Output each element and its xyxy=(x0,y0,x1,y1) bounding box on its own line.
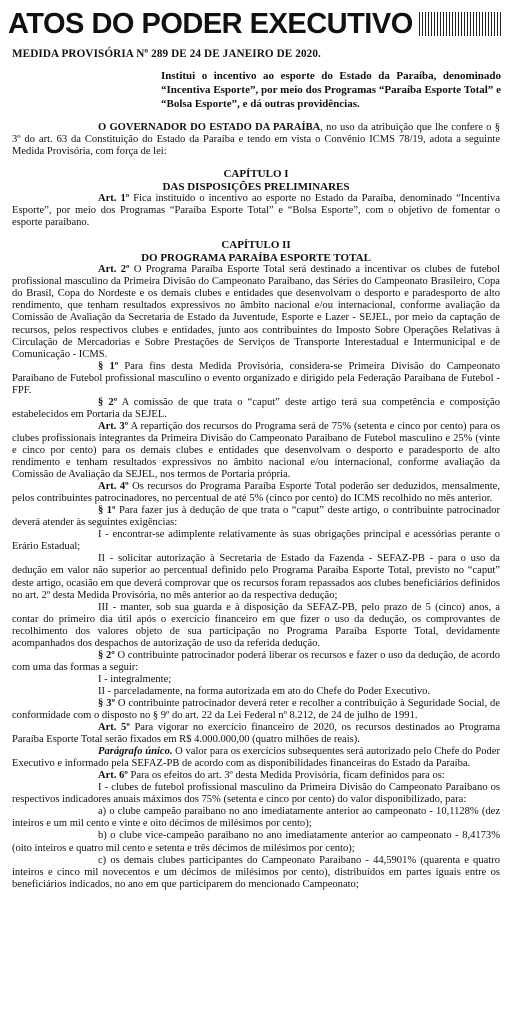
article-2-paragraph-2-text: A comissão de que trata o “caput” deste artigo terá sua competência e composição estabelecidos em Portaria da SEJEL. xyxy=(12,396,500,420)
chapter-2-title: DO PROGRAMA PARAÍBA ESPORTE TOTAL xyxy=(141,251,371,264)
article-4-paragraph-3-label: § 3º xyxy=(98,697,115,709)
article-1 xyxy=(12,193,500,229)
article-2-paragraph-2 xyxy=(12,397,500,421)
chapter-1-title: DAS DISPOSIÇÕES PRELIMINARES xyxy=(162,180,350,193)
article-3-label: Art. 3º xyxy=(98,420,129,432)
article-5-sole-paragraph-text: O valor para os exercícios subsequentes será autorizado pelo Chefe do Poder Executivo e informado pela SEFAZ-PB de acordo com as disponibilidades financeiras do Estado da Paraíba. xyxy=(12,746,501,770)
article-6-item-i: I - clubes de futebol profissional masculino da Primeira Divisão do Campeonato Paraibano os respectivos indicadores anuais máximos dos 75% (setenta e cinco por cento) do valor disponibilizado, para: xyxy=(12,782,500,806)
article-4 xyxy=(12,481,500,505)
header-rule xyxy=(419,12,501,36)
mp-ementa: Institui o incentivo ao esporte do Estado da Paraíba, denominado “Incentiva Esporte”, por meio dos Programas “Paraíba Esporte Total” e “Bolsa Esporte”, e dá outras providências. xyxy=(161,70,501,110)
article-5-text: Para vigorar no exercício financeiro de 2020, os recursos destinados ao Programa Paraíba Esporte Total serão fixados em R$ 4.000.000,00 (quatro milhões de reais). xyxy=(12,722,501,746)
article-6-label: Art. 6º xyxy=(98,770,128,782)
article-6 xyxy=(12,770,500,782)
article-2-paragraph-1-text: Para fins desta Medida Provisória, considera-se Primeira Divisão do Campeonato Paraibano de Futebol profissional masculino o evento organizado e dirigido pela Federação Paraibana de Futebol - FPF. xyxy=(12,360,500,396)
article-6-text: Para os efeitos do art. 3º desta Medida Provisória, ficam definidos para os: xyxy=(127,770,445,782)
article-1-label: Art. 1º xyxy=(98,193,130,205)
article-4-paragraph-2-label: § 2º xyxy=(98,649,115,661)
article-6-item-a: a) o clube campeão paraibano no ano imediatamente anterior ao campeonato - 10,1128% (dez inteiros e um mil cento e vinte e oito décimos de milésimos por cento); xyxy=(12,806,500,830)
section-header xyxy=(8,6,501,42)
preamble-lead: O GOVERNADOR DO ESTADO DA PARAÍBA xyxy=(98,122,321,133)
article-1-text: Fica instituído o incentivo ao esporte no Estado da Paraíba, denominado “Incentiva Esporte”, por meio dos Programas “Paraíba Esporte Total” e “Bolsa Esporte”, com o objetivo de fomentar o esporte paraibano. xyxy=(12,193,500,229)
article-4-text: Os recursos do Programa Paraíba Esporte Total poderão ser deduzidos, mensalmente, pelos contribuintes patrocinadores, no percentual de até 5% (cinco por cento) do ICMS recolhido no mês anterior. xyxy=(12,481,500,505)
article-2-paragraph-1-label: § 1º xyxy=(98,360,119,372)
article-3 xyxy=(12,421,500,481)
article-4-paragraph-3 xyxy=(12,698,500,722)
section-title: ATOS DO PODER EXECUTIVO xyxy=(8,7,413,40)
article-4-item-ii: II - solicitar autorização à Secretaria de Estado da Fazenda - SEFAZ-PB - para o uso da dedução em valor não superior ao percentual definido pelo Programa Paraíba Esporte Total, previsto no “caput” deste artigo, ocasião em que deverá comprovar que os recursos foram repassados aos clubes beneficiários definidos no art. 2º desta Medida Provisória, no mês anterior ao da respectiva dedução; xyxy=(12,553,500,601)
article-3-text: A repartição dos recursos do Programa será de 75% (setenta e cinco por cento) para os clubes profissionais integrantes da Primeira Divisão do Campeonato Paraibano de Futebol masculino e 25% (vinte e cinco por cento) para os demais clubes e entidades que desenvolvam o desporto e paradesporto de alto rendimento e tenham resultados expressivos no âmbito nacional e/ou internacional, conforme avaliação da Comissão de Avaliação da SEJEL, nos termos de Portaria própria. xyxy=(12,420,500,481)
article-6-item-c: c) os demais clubes participantes do Campeonato Paraibano - 44,5901% (quarenta e quatro inteiros e cinco mil novecentos e um décimos de milésimos por cento), distribuídos em partes iguais entre os beneficiários indicados, no ano em que participarem do mencionado Campeonato; xyxy=(12,854,500,890)
article-5-sole-paragraph xyxy=(12,746,500,770)
article-2-paragraph-2-label: § 2º xyxy=(98,396,118,408)
article-5 xyxy=(12,722,500,746)
article-4-paragraph-2-item-ii: II - parceladamente, na forma autorizada em ato do Chefe do Poder Executivo. xyxy=(98,685,431,697)
article-4-paragraph-1-text: Para fazer jus à dedução de que trata o “caput” deste artigo, o contribuinte patrocinador deverá atender às seguintes exigências: xyxy=(12,505,500,529)
article-2 xyxy=(12,264,500,360)
preamble-text: , no uso da atribuição que lhe confere o § 3º do art. 63 da Constituição do Estado da Paraíba e tendo em vista o Convênio ICMS 78/19, adota a seguinte Medida Provisória, com força de lei: xyxy=(12,122,500,158)
preamble xyxy=(12,122,500,158)
article-4-paragraph-3-text: O contribuinte patrocinador deverá reter e recolher a contribuição à Seguridade Social, de conformidade com o disposto no § 9º do art. 22 da Lei Federal nº 8.212, de 24 de julho de 1991. xyxy=(12,697,501,722)
article-4-item-iii: III - manter, sob sua guarda e à disposição da SEFAZ-PB, pelo prazo de 5 (cinco) anos, a contar do primeiro dia útil após o exercício financeiro em que fizer o uso da dedução, os comprovantes de recolhimento dos valores objeto de sua participação no Programa Paraíba Esporte Total, devidamente acompanhados dos despachos de autorização de uso da referida dedução. xyxy=(12,601,500,649)
article-4-paragraph-2-item-i: I - integralmente; xyxy=(98,673,172,685)
article-5-label: Art. 5º xyxy=(98,722,130,734)
article-2-text: O Programa Paraíba Esporte Total será destinado a incentivar os clubes de futebol profissional masculino da Primeira Divisão do Campeonato Paraibano, das Séries do Campeonato Brasileiro, Copa do Brasil, Copa do Nordeste e os demais clubes e entidades que desenvolvam o desporto e paradesporto de alto rendimento, que tenham resultados expressivos no âmbito nacional e/ou internacional, conforme avaliação da Comissão de Avaliação da Secretaria de Estado da Juventude, Esporte e Lazer - SEJEL, por meio da captação de recursos, pelos respectivos clubes e entidades, junto aos contribuintes do Imposto Sobre Operações Relativas à Circulação de Mercadorias e Sobre Prestações de Serviços de Transporte Interestadual e Intermunicipal e de Comunicação - ICMS. xyxy=(12,264,500,360)
article-4-paragraph-1-label: § 1º xyxy=(98,505,116,517)
article-2-paragraph-1 xyxy=(12,361,500,397)
article-4-paragraph-2-text: O contribuinte patrocinador poderá liberar os recursos e fazer o uso da dedução, de acordo com uma das formas a seguir: xyxy=(12,649,500,673)
article-5-sole-paragraph-label: Parágrafo único. xyxy=(98,746,173,758)
article-4-paragraph-2 xyxy=(12,650,500,674)
article-2-label: Art. 2º xyxy=(98,264,130,276)
article-6-item-b: b) o clube vice-campeão paraibano no ano imediatamente anterior ao campeonato - 8,4173% (oito inteiros e quatro mil cento e setenta e três décimos de milésimos por cento); xyxy=(12,830,500,854)
chapter-1-number: CAPÍTULO I xyxy=(223,168,289,181)
mp-title: MEDIDA PROVISÓRIA Nº 289 DE 24 DE JANEIRO DE 2020. xyxy=(12,48,321,60)
article-4-paragraph-1 xyxy=(12,505,500,529)
article-4-item-i: I - encontrar-se adimplente relativamente às suas obrigações principal e acessórias perante o Erário Estadual; xyxy=(12,529,500,553)
document-body xyxy=(12,122,500,891)
chapter-2-number: CAPÍTULO II xyxy=(221,239,291,252)
article-4-label: Art. 4º xyxy=(98,481,129,493)
